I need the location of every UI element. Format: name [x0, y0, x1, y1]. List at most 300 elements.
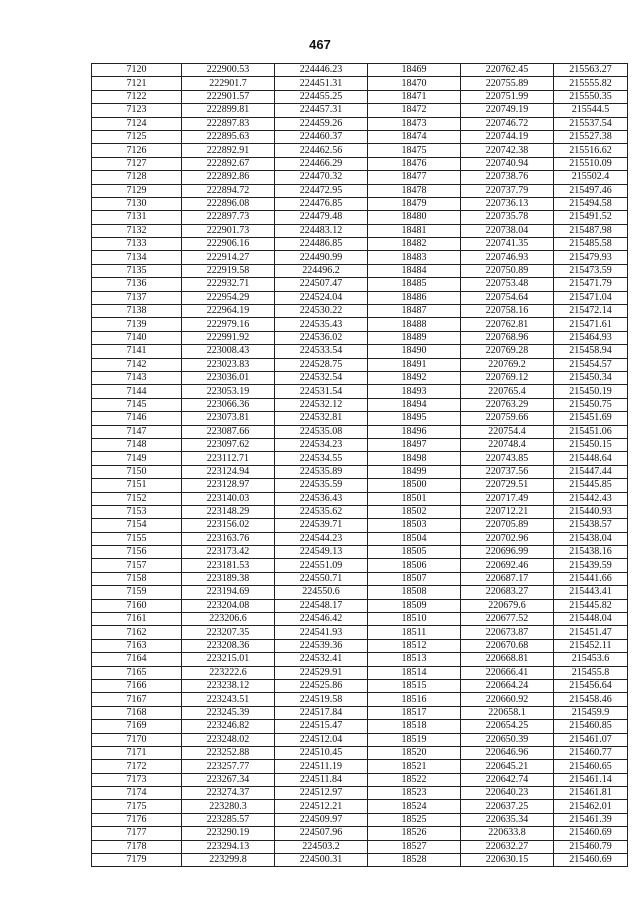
table-cell: 222991.92	[182, 331, 275, 344]
table-cell: 18475	[368, 144, 461, 157]
table-cell: 220687.17	[461, 572, 554, 585]
table-row	[92, 358, 628, 371]
table-cell: 215450.15	[554, 438, 628, 451]
table-cell: 224511.19	[275, 760, 368, 773]
table-cell: 223215.01	[182, 653, 275, 666]
table-row	[92, 572, 628, 585]
table-cell: 7124	[92, 117, 182, 130]
table-cell: 7141	[92, 345, 182, 358]
table-cell: 223124.94	[182, 465, 275, 478]
table-cell: 224460.37	[275, 130, 368, 143]
table-cell: 18503	[368, 519, 461, 532]
table-cell: 224541.93	[275, 626, 368, 639]
table-cell: 224534.55	[275, 452, 368, 465]
table-cell: 7155	[92, 532, 182, 545]
table-cell: 220650.39	[461, 733, 554, 746]
table-cell: 223112.71	[182, 452, 275, 465]
table-cell: 7176	[92, 813, 182, 826]
table-cell: 223156.02	[182, 519, 275, 532]
table-cell: 18507	[368, 572, 461, 585]
table-cell: 7157	[92, 559, 182, 572]
table-row	[92, 465, 628, 478]
table-cell: 224549.13	[275, 546, 368, 559]
table-cell: 224534.23	[275, 438, 368, 451]
table-cell: 18514	[368, 666, 461, 679]
table-cell: 18496	[368, 425, 461, 438]
table-cell: 220750.89	[461, 264, 554, 277]
table-cell: 220762.81	[461, 318, 554, 331]
table-cell: 18495	[368, 412, 461, 425]
table-cell: 222954.29	[182, 291, 275, 304]
table-cell: 215462.01	[554, 800, 628, 813]
table-cell: 215461.81	[554, 787, 628, 800]
table-row	[92, 827, 628, 840]
table-row	[92, 492, 628, 505]
table-cell: 222964.19	[182, 305, 275, 318]
table-cell: 224503.2	[275, 840, 368, 853]
table-cell: 215471.79	[554, 278, 628, 291]
table-cell: 224510.45	[275, 746, 368, 759]
table-cell: 18471	[368, 90, 461, 103]
table-row	[92, 532, 628, 545]
table-cell: 220742.38	[461, 144, 554, 157]
table-row	[92, 479, 628, 492]
table-cell: 215550.35	[554, 90, 628, 103]
table-cell: 215471.61	[554, 318, 628, 331]
table-cell: 7131	[92, 211, 182, 224]
table-cell: 18498	[368, 452, 461, 465]
table-cell: 215461.07	[554, 733, 628, 746]
table-cell: 224486.85	[275, 238, 368, 251]
table-cell: 224515.47	[275, 720, 368, 733]
table-cell: 215439.59	[554, 559, 628, 572]
table-cell: 7166	[92, 679, 182, 692]
table-cell: 215487.98	[554, 224, 628, 237]
table-cell: 224511.84	[275, 773, 368, 786]
table-cell: 224476.85	[275, 197, 368, 210]
coordinates-table-body	[92, 64, 628, 867]
table-cell: 7148	[92, 438, 182, 451]
table-cell: 7145	[92, 398, 182, 411]
table-cell: 222906.16	[182, 238, 275, 251]
table-row	[92, 425, 628, 438]
table-cell: 220668.81	[461, 653, 554, 666]
table-cell: 223290.19	[182, 827, 275, 840]
table-cell: 18513	[368, 653, 461, 666]
table-cell: 224539.36	[275, 639, 368, 652]
table-cell: 215438.04	[554, 532, 628, 545]
table-cell: 223194.69	[182, 586, 275, 599]
table-cell: 220635.34	[461, 813, 554, 826]
table-cell: 222894.72	[182, 184, 275, 197]
table-row	[92, 104, 628, 117]
table-cell: 7165	[92, 666, 182, 679]
table-cell: 224451.31	[275, 77, 368, 90]
table-cell: 223285.57	[182, 813, 275, 826]
table-cell: 224528.75	[275, 358, 368, 371]
table-row	[92, 746, 628, 759]
table-row	[92, 733, 628, 746]
table-row	[92, 224, 628, 237]
table-cell: 7151	[92, 479, 182, 492]
table-cell: 7135	[92, 264, 182, 277]
table-cell: 224512.97	[275, 787, 368, 800]
table-cell: 220642.74	[461, 773, 554, 786]
table-cell: 18526	[368, 827, 461, 840]
table-cell: 220748.4	[461, 438, 554, 451]
table-cell: 220646.96	[461, 746, 554, 759]
table-cell: 223248.02	[182, 733, 275, 746]
table-cell: 222919.58	[182, 264, 275, 277]
table-row	[92, 720, 628, 733]
table-cell: 220769.28	[461, 345, 554, 358]
table-row	[92, 693, 628, 706]
table-cell: 222901.73	[182, 224, 275, 237]
table-cell: 7172	[92, 760, 182, 773]
table-cell: 220658.1	[461, 706, 554, 719]
table-cell: 224530.22	[275, 305, 368, 318]
table-cell: 7126	[92, 144, 182, 157]
table-cell: 220738.76	[461, 171, 554, 184]
table-cell: 224507.96	[275, 827, 368, 840]
table-cell: 220737.56	[461, 465, 554, 478]
table-row	[92, 398, 628, 411]
table-cell: 222901.7	[182, 77, 275, 90]
table-cell: 220740.94	[461, 157, 554, 170]
table-cell: 222899.81	[182, 104, 275, 117]
table-cell: 18484	[368, 264, 461, 277]
table-cell: 7175	[92, 800, 182, 813]
table-row	[92, 197, 628, 210]
table-cell: 220645.21	[461, 760, 554, 773]
table-cell: 7169	[92, 720, 182, 733]
table-cell: 220640.23	[461, 787, 554, 800]
table-cell: 18477	[368, 171, 461, 184]
table-cell: 224532.81	[275, 412, 368, 425]
table-cell: 224550.71	[275, 572, 368, 585]
table-cell: 7143	[92, 371, 182, 384]
table-cell: 220633.8	[461, 827, 554, 840]
table-cell: 220677.52	[461, 613, 554, 626]
table-row	[92, 331, 628, 344]
table-cell: 215485.58	[554, 238, 628, 251]
table-cell: 223189.38	[182, 572, 275, 585]
table-cell: 215471.04	[554, 291, 628, 304]
table-cell: 215563.27	[554, 64, 628, 77]
table-cell: 220746.93	[461, 251, 554, 264]
table-cell: 222896.08	[182, 197, 275, 210]
table-cell: 222892.67	[182, 157, 275, 170]
table-cell: 223036.01	[182, 371, 275, 384]
table-row	[92, 278, 628, 291]
table-row	[92, 291, 628, 304]
table-cell: 7173	[92, 773, 182, 786]
table-cell: 222901.57	[182, 90, 275, 103]
table-cell: 223053.19	[182, 385, 275, 398]
table-row	[92, 64, 628, 77]
table-cell: 7170	[92, 733, 182, 746]
table-cell: 7174	[92, 787, 182, 800]
table-cell: 215438.57	[554, 519, 628, 532]
table-cell: 18502	[368, 505, 461, 518]
table-cell: 7164	[92, 653, 182, 666]
table-cell: 215445.85	[554, 479, 628, 492]
table-row	[92, 653, 628, 666]
table-cell: 7121	[92, 77, 182, 90]
table-cell: 18491	[368, 358, 461, 371]
table-row	[92, 666, 628, 679]
table-cell: 7136	[92, 278, 182, 291]
table-cell: 18469	[368, 64, 461, 77]
table-cell: 18476	[368, 157, 461, 170]
table-cell: 220753.48	[461, 278, 554, 291]
table-cell: 215455.8	[554, 666, 628, 679]
table-cell: 215450.19	[554, 385, 628, 398]
table-cell: 215460.79	[554, 840, 628, 853]
table-cell: 7154	[92, 519, 182, 532]
table-cell: 18470	[368, 77, 461, 90]
table-row	[92, 546, 628, 559]
table-row	[92, 385, 628, 398]
coordinates-table	[91, 63, 628, 867]
table-cell: 215458.46	[554, 693, 628, 706]
table-cell: 215494.58	[554, 197, 628, 210]
table-row	[92, 264, 628, 277]
table-cell: 224535.89	[275, 465, 368, 478]
table-cell: 18473	[368, 117, 461, 130]
table-cell: 223181.53	[182, 559, 275, 572]
table-cell: 18515	[368, 679, 461, 692]
table-row	[92, 840, 628, 853]
table-cell: 215460.65	[554, 760, 628, 773]
table-cell: 215451.47	[554, 626, 628, 639]
table-cell: 7128	[92, 171, 182, 184]
table-cell: 224535.43	[275, 318, 368, 331]
table-cell: 7122	[92, 90, 182, 103]
table-cell: 215456.64	[554, 679, 628, 692]
table-cell: 220630.15	[461, 854, 554, 867]
table-row	[92, 171, 628, 184]
table-row	[92, 706, 628, 719]
table-cell: 7130	[92, 197, 182, 210]
table-cell: 7153	[92, 505, 182, 518]
table-cell: 7133	[92, 238, 182, 251]
table-cell: 215450.75	[554, 398, 628, 411]
table-cell: 7125	[92, 130, 182, 143]
table-cell: 223280.3	[182, 800, 275, 813]
table-cell: 18479	[368, 197, 461, 210]
table-cell: 220736.13	[461, 197, 554, 210]
table-cell: 215443.41	[554, 586, 628, 599]
table-cell: 224490.99	[275, 251, 368, 264]
table-cell: 220702.96	[461, 532, 554, 545]
table-cell: 223023.83	[182, 358, 275, 371]
table-cell: 7160	[92, 599, 182, 612]
table-row	[92, 211, 628, 224]
table-cell: 220666.41	[461, 666, 554, 679]
table-cell: 224551.09	[275, 559, 368, 572]
table-cell: 215464.93	[554, 331, 628, 344]
table-cell: 223204.08	[182, 599, 275, 612]
table-cell: 220758.16	[461, 305, 554, 318]
table-cell: 220769.12	[461, 371, 554, 384]
table-cell: 18499	[368, 465, 461, 478]
table-cell: 18506	[368, 559, 461, 572]
table-cell: 18510	[368, 613, 461, 626]
table-row	[92, 639, 628, 652]
table-row	[92, 412, 628, 425]
table-cell: 18482	[368, 238, 461, 251]
table-cell: 18481	[368, 224, 461, 237]
table-cell: 7144	[92, 385, 182, 398]
table-cell: 220696.99	[461, 546, 554, 559]
table-cell: 224483.12	[275, 224, 368, 237]
table-cell: 223163.76	[182, 532, 275, 545]
table-cell: 224466.29	[275, 157, 368, 170]
table-cell: 224462.56	[275, 144, 368, 157]
table-cell: 7129	[92, 184, 182, 197]
table-cell: 222979.16	[182, 318, 275, 331]
table-cell: 18524	[368, 800, 461, 813]
table-row	[92, 345, 628, 358]
table-cell: 223246.82	[182, 720, 275, 733]
table-cell: 215544.5	[554, 104, 628, 117]
table-cell: 215450.34	[554, 371, 628, 384]
table-cell: 215460.85	[554, 720, 628, 733]
table-cell: 215458.94	[554, 345, 628, 358]
table-cell: 18512	[368, 639, 461, 652]
table-cell: 215442.43	[554, 492, 628, 505]
table-cell: 18508	[368, 586, 461, 599]
table-cell: 18485	[368, 278, 461, 291]
table-cell: 224529.91	[275, 666, 368, 679]
table-cell: 215440.93	[554, 505, 628, 518]
table-cell: 220759.66	[461, 412, 554, 425]
table-cell: 215452.11	[554, 639, 628, 652]
page-number: 467	[309, 37, 331, 52]
table-cell: 7171	[92, 746, 182, 759]
table-cell: 222897.83	[182, 117, 275, 130]
table-row	[92, 438, 628, 451]
table-cell: 7147	[92, 425, 182, 438]
table-cell: 18527	[368, 840, 461, 853]
table-cell: 215445.82	[554, 599, 628, 612]
table-cell: 7132	[92, 224, 182, 237]
table-cell: 224517.84	[275, 706, 368, 719]
table-cell: 224509.97	[275, 813, 368, 826]
table-cell: 18480	[368, 211, 461, 224]
table-cell: 18486	[368, 291, 461, 304]
table-cell: 220749.19	[461, 104, 554, 117]
table-cell: 224533.54	[275, 345, 368, 358]
table-cell: 7123	[92, 104, 182, 117]
table-cell: 223148.29	[182, 505, 275, 518]
table-cell: 223140.03	[182, 492, 275, 505]
table-cell: 220765.4	[461, 385, 554, 398]
table-cell: 224525.86	[275, 679, 368, 692]
table-cell: 220712.21	[461, 505, 554, 518]
table-cell: 7149	[92, 452, 182, 465]
table-cell: 215491.52	[554, 211, 628, 224]
table-cell: 18489	[368, 331, 461, 344]
table-cell: 224479.48	[275, 211, 368, 224]
table-cell: 18509	[368, 599, 461, 612]
table-cell: 224535.59	[275, 479, 368, 492]
table-cell: 224519.58	[275, 693, 368, 706]
table-row	[92, 505, 628, 518]
table-cell: 223206.6	[182, 613, 275, 626]
table-cell: 215527.38	[554, 130, 628, 143]
table-cell: 223299.8	[182, 854, 275, 867]
table-cell: 215438.16	[554, 546, 628, 559]
table-cell: 220670.68	[461, 639, 554, 652]
table-cell: 223274.37	[182, 787, 275, 800]
table-cell: 220705.89	[461, 519, 554, 532]
table-row	[92, 251, 628, 264]
table-cell: 18504	[368, 532, 461, 545]
table-cell: 215451.06	[554, 425, 628, 438]
table-cell: 18520	[368, 746, 461, 759]
table-cell: 222897.73	[182, 211, 275, 224]
table-cell: 18519	[368, 733, 461, 746]
table-row	[92, 77, 628, 90]
table-cell: 7161	[92, 613, 182, 626]
table-cell: 222900.53	[182, 64, 275, 77]
table-cell: 222892.86	[182, 171, 275, 184]
table-cell: 224531.54	[275, 385, 368, 398]
table-cell: 18511	[368, 626, 461, 639]
table-row	[92, 586, 628, 599]
table-cell: 220746.72	[461, 117, 554, 130]
table-cell: 223073.81	[182, 412, 275, 425]
table-row	[92, 626, 628, 639]
table-cell: 220743.85	[461, 452, 554, 465]
table-cell: 224536.43	[275, 492, 368, 505]
table-cell: 18493	[368, 385, 461, 398]
table-cell: 215460.77	[554, 746, 628, 759]
table-cell: 220717.49	[461, 492, 554, 505]
table-cell: 220762.45	[461, 64, 554, 77]
table-cell: 224457.31	[275, 104, 368, 117]
table-cell: 7140	[92, 331, 182, 344]
table-cell: 220754.4	[461, 425, 554, 438]
table-cell: 7152	[92, 492, 182, 505]
table-row	[92, 371, 628, 384]
table-row	[92, 130, 628, 143]
table-cell: 7163	[92, 639, 182, 652]
table-cell: 222895.63	[182, 130, 275, 143]
table-cell: 224512.21	[275, 800, 368, 813]
table-row	[92, 854, 628, 867]
table-cell: 224446.23	[275, 64, 368, 77]
table-cell: 215460.69	[554, 854, 628, 867]
table-cell: 18474	[368, 130, 461, 143]
table-row	[92, 90, 628, 103]
table-cell: 224535.08	[275, 425, 368, 438]
table-row	[92, 452, 628, 465]
table-cell: 220632.27	[461, 840, 554, 853]
table-cell: 224472.95	[275, 184, 368, 197]
table-cell: 223245.39	[182, 706, 275, 719]
table-cell: 215461.39	[554, 813, 628, 826]
table-cell: 18518	[368, 720, 461, 733]
table-cell: 223066.36	[182, 398, 275, 411]
table-cell: 224455.25	[275, 90, 368, 103]
table-cell: 223208.36	[182, 639, 275, 652]
table-cell: 7158	[92, 572, 182, 585]
table-cell: 223222.6	[182, 666, 275, 679]
table-cell: 7159	[92, 586, 182, 599]
